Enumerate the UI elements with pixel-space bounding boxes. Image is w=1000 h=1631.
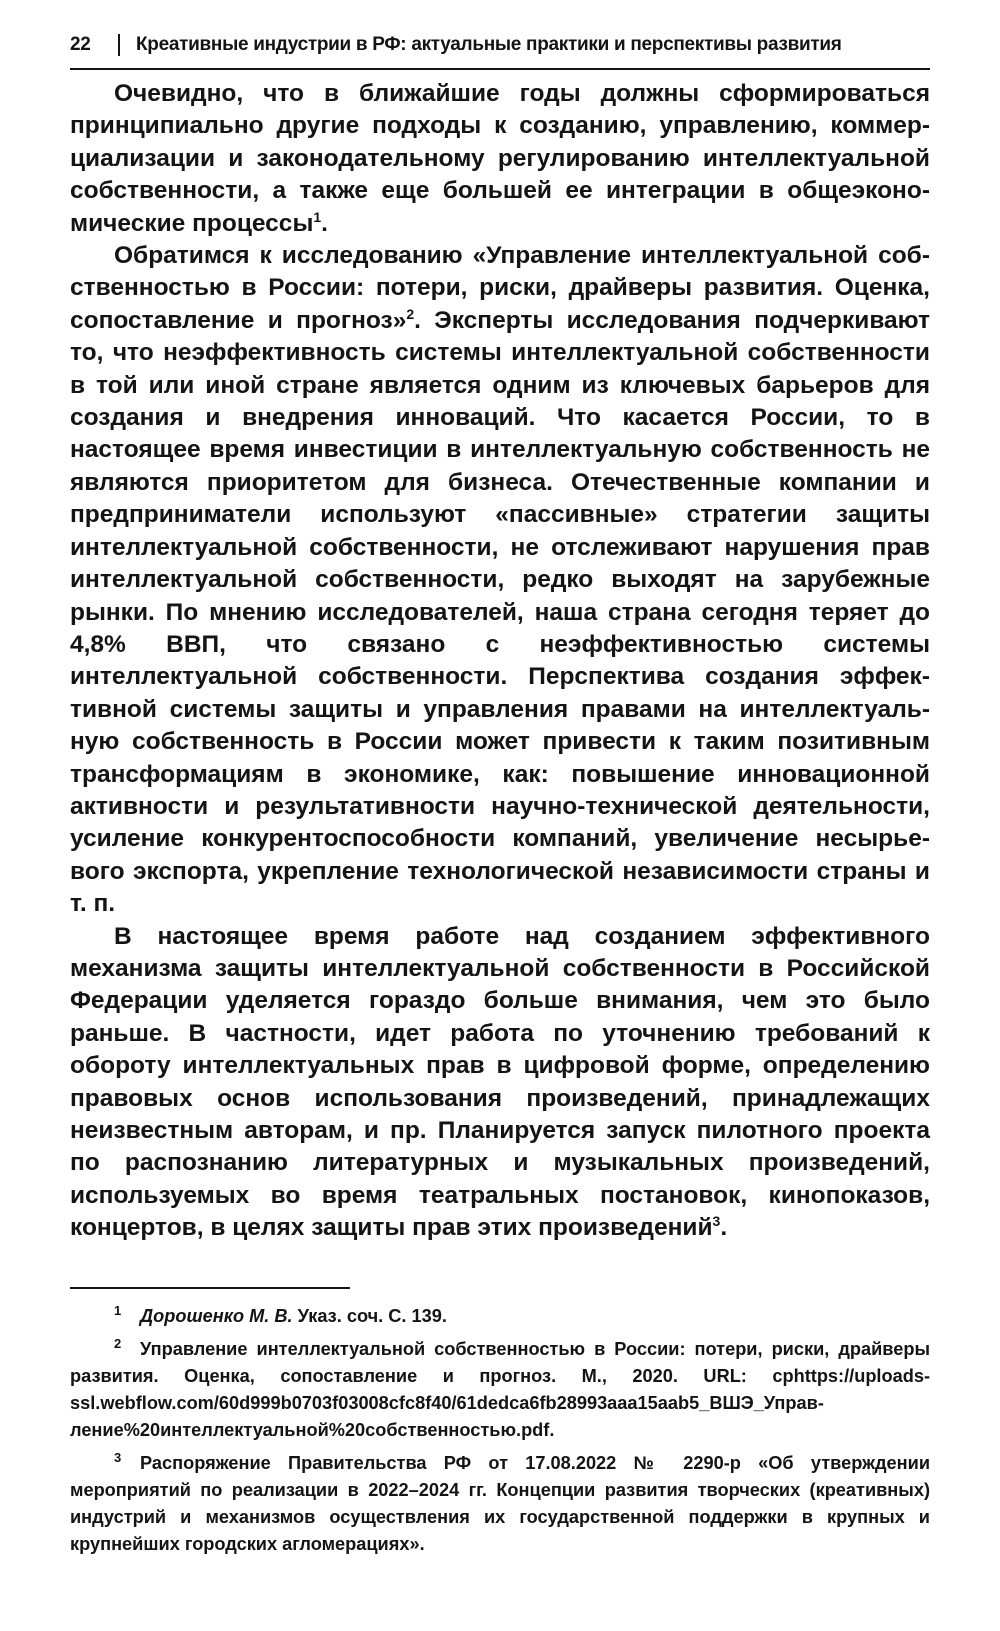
footnote-rule <box>70 1287 350 1289</box>
footnote-ref[interactable]: 3 <box>712 1213 721 1230</box>
page-number: 22 <box>70 34 91 55</box>
paragraph-text-end: . <box>321 209 328 237</box>
paragraph-text-end: . Эксперты исследования подчеркивают то, что неэффективность системы интеллектуальной собственности в той или иной стране является одним из ключевых барьеров для создания и внедрения инноваций. Что касается России, то в настоящее время инвестиции в интеллектуальную собственность не являются приоритетом для бизнеса. Отечественные компании и предприниматели используют «пассивные» стратегии защиты интеллектуальной собственности, не отслеживают нарушения прав интеллектуальной собственности, редко выходят на зарубежные рынки. По мнению исследователей, наша страна сегодня теряет до 4,8% ВВП, что связано с неэффективностью системы интеллектуальной собственности. Перспектива создания эффективной системы защиты и управления правами на интеллектуальную собственность в России может привести к таким позитивным трансформациям в экономике, как: повышение инновационной активности и результативности научно-технической деятельности, усиление конкурентоспособности компаний, увеличение несырьевого экспорта, укрепление технологической независимости страны и т. п. <box>70 306 930 918</box>
paragraph <box>70 78 930 240</box>
body-text <box>70 78 930 1245</box>
footnotes <box>70 1303 930 1558</box>
footnote: 3 Распоряжение Правительства РФ от 17.08.2022 № 2290-р «Об утверждении мероприятий по реализации в 2022–2024 гг. Концепции развития творческих (креативных) индустрий и механизмов осуществления их государственной поддержки в крупных и крупнейших городских агломерациях». <box>70 1449 930 1554</box>
book-page <box>70 22 930 1564</box>
paragraph <box>70 240 930 921</box>
footnote-ref[interactable]: 2 <box>406 305 415 322</box>
footnote-text: Распоряжение Правительства РФ от 17.08.2022 № 2290-р «Об утверждении мероприятий по реализации в 2022–2024 гг. Концепции развития творческих (креативных) индустрий и механизмов осуществления их государственной поддержки в крупных и крупнейших городских агломерациях». <box>70 1452 930 1554</box>
running-head-title: Креативные индустрии в РФ: актуальные практики и перспективы развития <box>136 34 842 55</box>
paragraph-text: Очевидно, что в ближайшие годы должны сформироваться принципиально другие подходы к созданию, управлению, коммерциализации и законодательному регулированию интеллектуальной собственности, а также еще большей ее интеграции в общеэкономические процессы <box>70 80 930 237</box>
footnote-text: Указ. соч. С. 139. <box>292 1305 447 1326</box>
paragraph-text-end: . <box>720 1214 728 1242</box>
paragraph-text: Обратимся к исследованию «Управление интеллектуальной собственностью в России: потери, риски, драйверы развития. Оценка, сопоставление и прогноз» <box>70 242 930 334</box>
footnote-ref[interactable]: 1 <box>313 208 322 225</box>
running-head <box>70 22 930 70</box>
footnote-author: Дорошенко М. В. <box>140 1305 293 1326</box>
header-separator <box>118 34 120 56</box>
footnote: 1 Дорошенко М. В. Указ. соч. С. 139. <box>114 1302 447 1326</box>
paragraph-text: В настоящее время работе над созданием эффективного механизма защиты интеллектуальной собственности в Российской Федерации уделяется гораздо больше внимания, чем это было раньше. В частности, идет работа по уточнению требований к обороту интеллектуальных прав в цифровой форме, определению правовых основ использования произведений, принадлежащих неизвестным авторам, и пр. Планируется запуск пилотного проекта по распознанию литературных и музыкальных произведений, используемых во время театральных постановок, кинопоказов, концертов, в целях защиты прав этих произведений <box>70 922 930 1242</box>
footnote-text: Управление интеллектуальной собственностью в России: потери, риски, драйверы развития. Оценка, сопоставление и прогноз. М., 2020. URL: cphttps://uploadsssl.webflow.com/60d999b0703f03008cfc8f40/61dedca6fb28993aaa15aab5_ВШЭ_Управление%20интеллектуальной%20собственностью.pdf. <box>70 1338 930 1440</box>
paragraph <box>70 921 930 1245</box>
footnote: 2 Управление интеллектуальной собственностью в России: потери, риски, драйверы развития. Оценка, сопоставление и прогноз. М., 2020. URL: cphttps://uploadsssl.webflow.com/60d999b0703f03008cfc8f40/61dedca6fb28993aaa15aab5_ВШЭ_Управление%20интеллектуальной%20собственностью.pdf. <box>70 1335 930 1440</box>
